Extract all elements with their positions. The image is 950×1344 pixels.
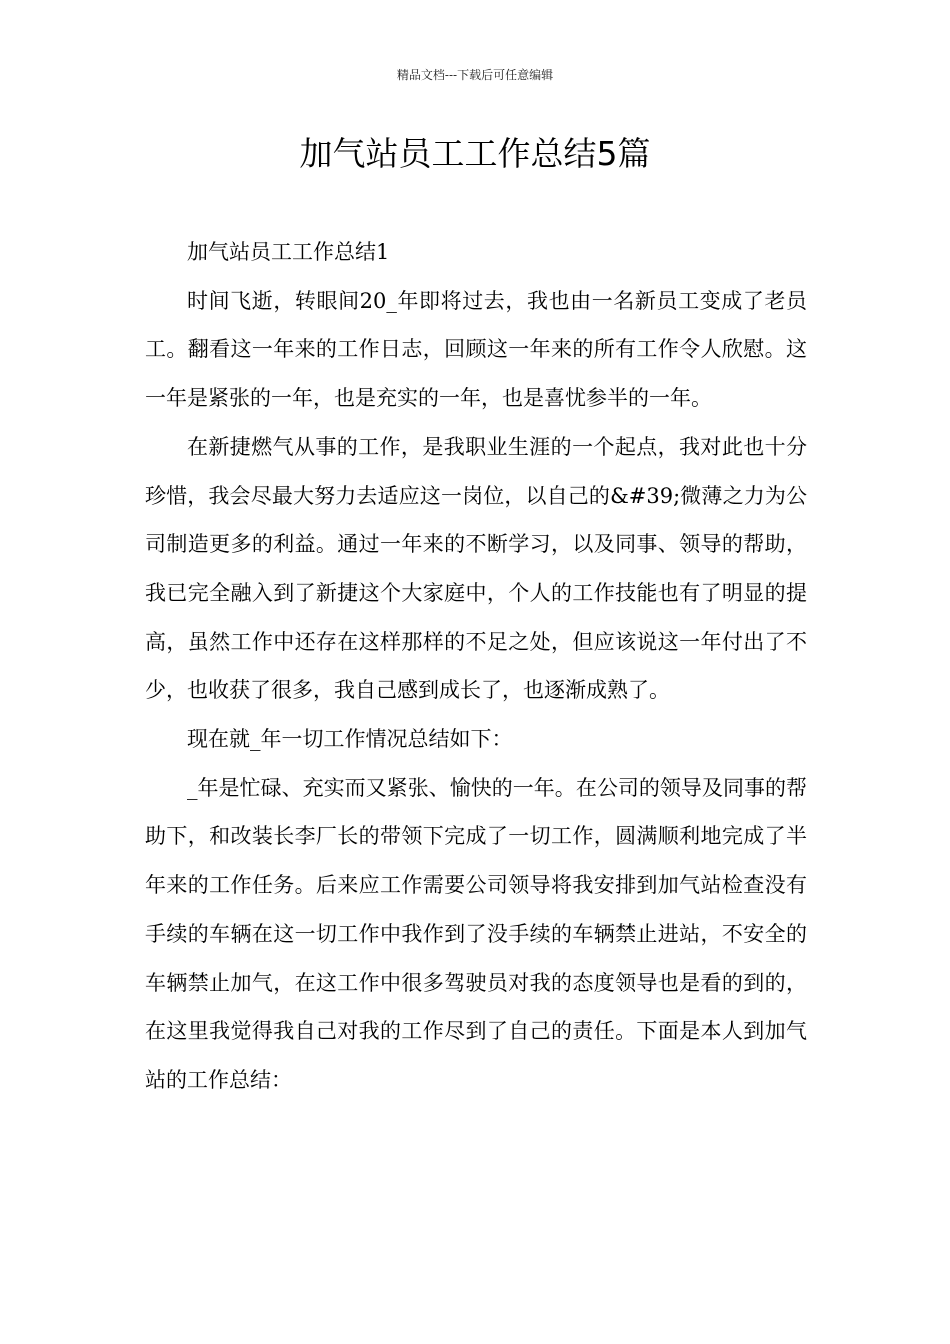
paragraph: 时间飞逝，转眼间20_年即将过去，我也由一名新员工变成了老员工。翻看这一年来的工作日志，回顾这一年来的所有工作令人欣慰。这一年是紧张的一年，也是充实的一年，也是喜忧参半的一年。 xyxy=(145,288,807,411)
page-header-caption: 精品文档---下载后可任意编辑 xyxy=(396,68,554,82)
paragraph: 在新捷燃气从事的工作，是我职业生涯的一个起点，我对此也十分珍惜，我会尽最大努力去适应这一岗位，以自己的&#39;微薄之力为公司制造更多的利益。通过一年来的不断学习，以及同事、领导的帮助，我已完全融入到了新捷这个大家庭中，个人的工作技能也有了明显的提高，虽然工作中还存在这样那样的不足之处，但应该说这一年付出了不少，也收获了很多，我自己感到成长了，也逐渐成熟了。 xyxy=(145,434,807,703)
paragraph: _年是忙碌、充实而又紧张、愉快的一年。在公司的领导及同事的帮助下，和改装长李厂长的带领下完成了一切工作，圆满顺利地完成了半年来的工作任务。后来应工作需要公司领导将我安排到加气站检查没有手续的车辆在这一切工作中我作到了没手续的车辆禁止进站，不安全的车辆禁止加气，在这工作中很多驾驶员对我的态度领导也是看的到的，在这里我觉得我自己对我的工作尽到了自己的责任。下面是本人到加气站的工作总结： xyxy=(145,775,807,1092)
paragraph: 现在就_年一切工作情况总结如下： xyxy=(187,727,513,752)
document-title: 加气站员工工作总结5篇 xyxy=(299,134,651,173)
document-body xyxy=(145,228,807,1105)
section-heading: 加气站员工工作总结1 xyxy=(187,240,390,264)
